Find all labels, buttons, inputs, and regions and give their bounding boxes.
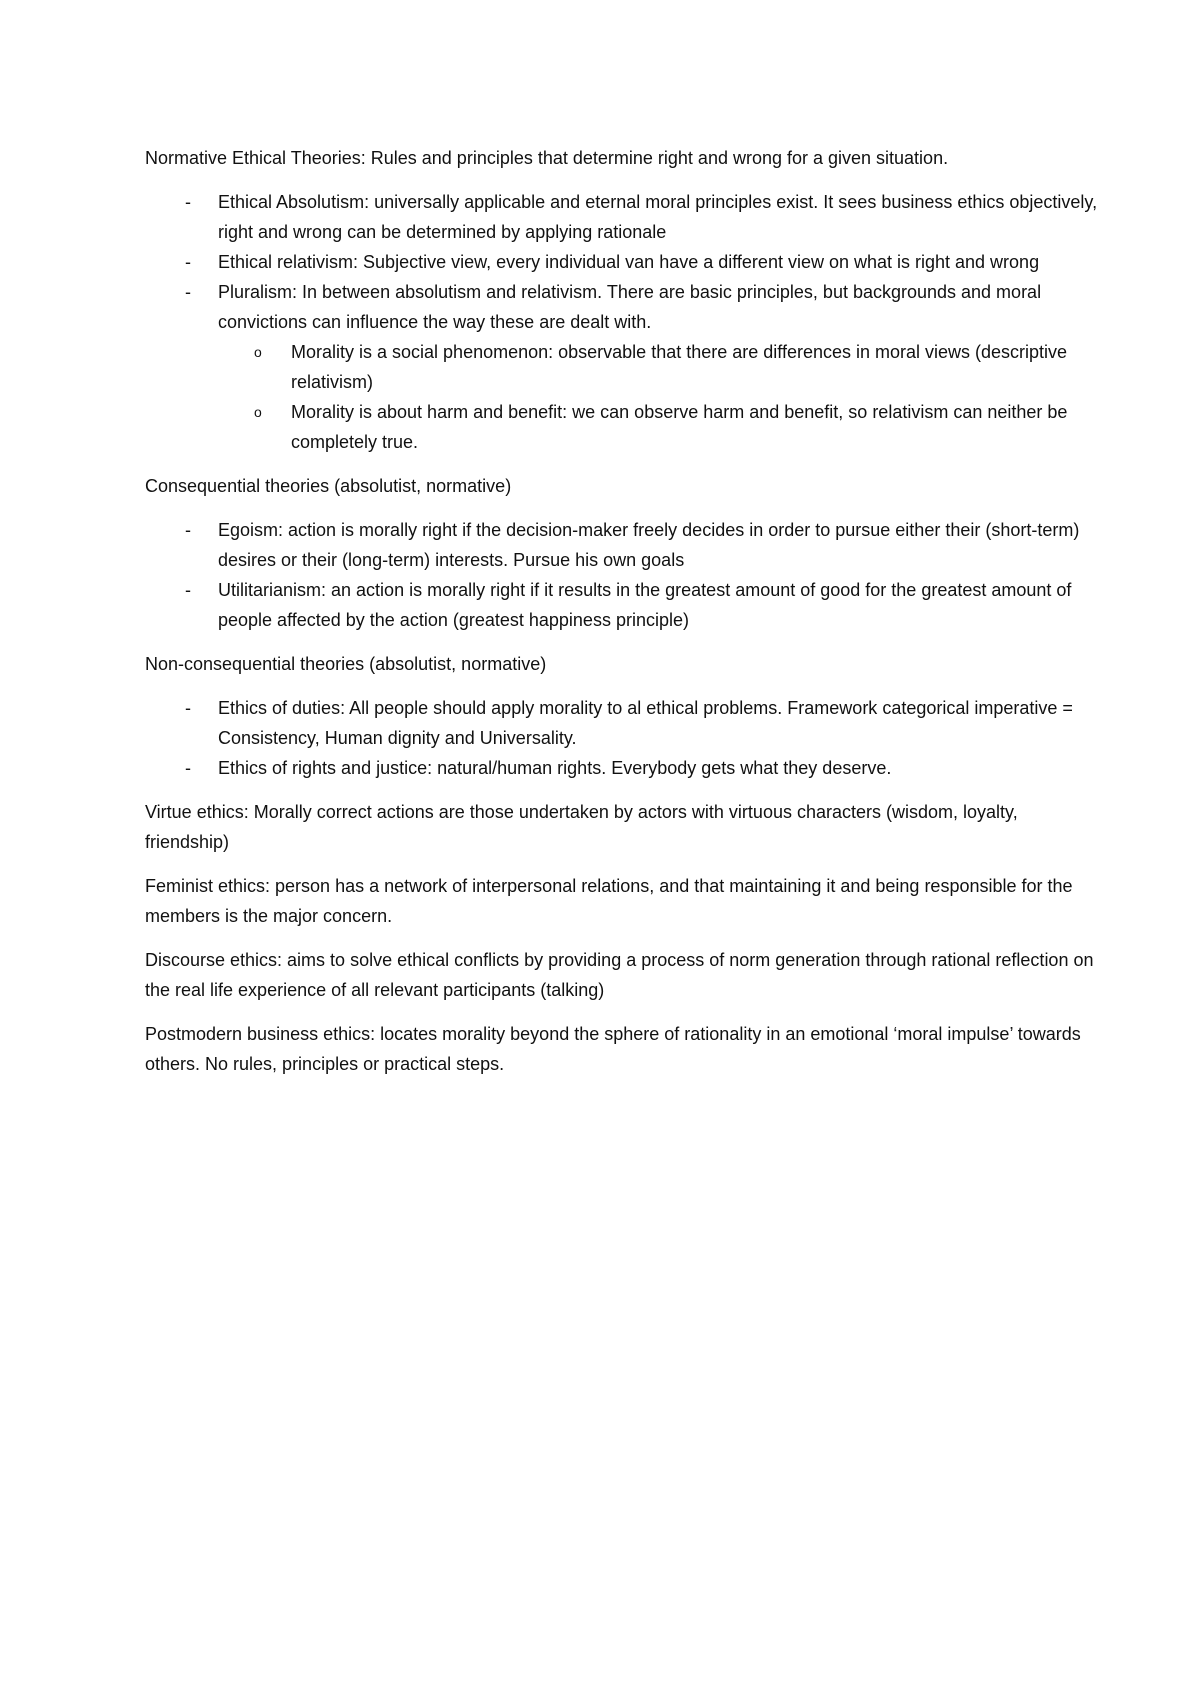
nonconsequential-list [145,693,1100,783]
sublist-item-text: Morality is a social phenomenon: observable that there are differences in moral views (descriptive relativism) [291,342,1068,392]
virtue-ethics-paragraph: Virtue ethics: Morally correct actions are those undertaken by actors with virtuous characters (wisdom, loyalty, friendship) [145,802,1018,852]
dash-marker: - [185,282,191,302]
dash-marker: - [185,192,191,212]
dash-marker: - [185,252,191,272]
list-item [145,247,1100,277]
pluralism-sublist [218,337,1100,457]
dash-marker: - [185,698,191,718]
list-item [145,693,1100,753]
sublist-item-text: Morality is about harm and benefit: we can observe harm and benefit, so relativism can neither be completely true. [291,402,1068,452]
list-item-text: Ethical Absolutism: universally applicable and eternal moral principles exist. It sees business ethics objectively, right and wrong can be determined by applying rationale [218,192,1098,242]
list-item-text: Egoism: action is morally right if the decision-maker freely decides in order to pursue either their (short-term) desires or their (long-term) interests. Pursue his own goals [218,520,1080,570]
list-item [145,753,1100,783]
dash-marker: - [185,580,191,600]
sublist-item [218,397,1100,457]
nonconsequential-heading: Non-consequential theories (absolutist, normative) [145,654,547,674]
consequential-list [145,515,1100,635]
list-item [145,277,1100,457]
list-item [145,187,1100,247]
postmodern-ethics-paragraph: Postmodern business ethics: locates morality beyond the sphere of rationality in an emotional ‘moral impulse’ towards others. No rules, principles or practical steps. [145,1024,1081,1074]
list-item-text: Ethics of duties: All people should apply morality to al ethical problems. Framework categorical imperative = Consistency, Human dignity and Universality. [218,698,1073,748]
dash-marker: - [185,758,191,778]
list-item-text: Pluralism: In between absolutism and relativism. There are basic principles, but backgrounds and moral convictions can influence the way these are dealt with. [218,282,1042,332]
circle-marker: o [254,404,262,420]
list-item [145,575,1100,635]
feminist-ethics-paragraph: Feminist ethics: person has a network of interpersonal relations, and that maintaining it and being responsible for the members is the major concern. [145,876,1073,926]
circle-marker: o [254,344,262,360]
discourse-ethics-paragraph: Discourse ethics: aims to solve ethical conflicts by providing a process of norm generation through rational reflection on the real life experience of all relevant participants (talking) [145,950,1094,1000]
consequential-heading: Consequential theories (absolutist, normative) [145,476,512,496]
list-item [145,515,1100,575]
list-item-text: Utilitarianism: an action is morally right if it results in the greatest amount of good for the greatest amount of people affected by the action (greatest happiness principle) [218,580,1072,630]
list-item-text: Ethics of rights and justice: natural/human rights. Everybody gets what they deserve. [218,758,892,778]
dash-marker: - [185,520,191,540]
normative-list [145,187,1100,457]
sublist-item [218,337,1100,397]
list-item-text: Ethical relativism: Subjective view, every individual van have a different view on what is right and wrong [218,252,1040,272]
intro-paragraph: Normative Ethical Theories: Rules and principles that determine right and wrong for a given situation. [145,148,949,168]
